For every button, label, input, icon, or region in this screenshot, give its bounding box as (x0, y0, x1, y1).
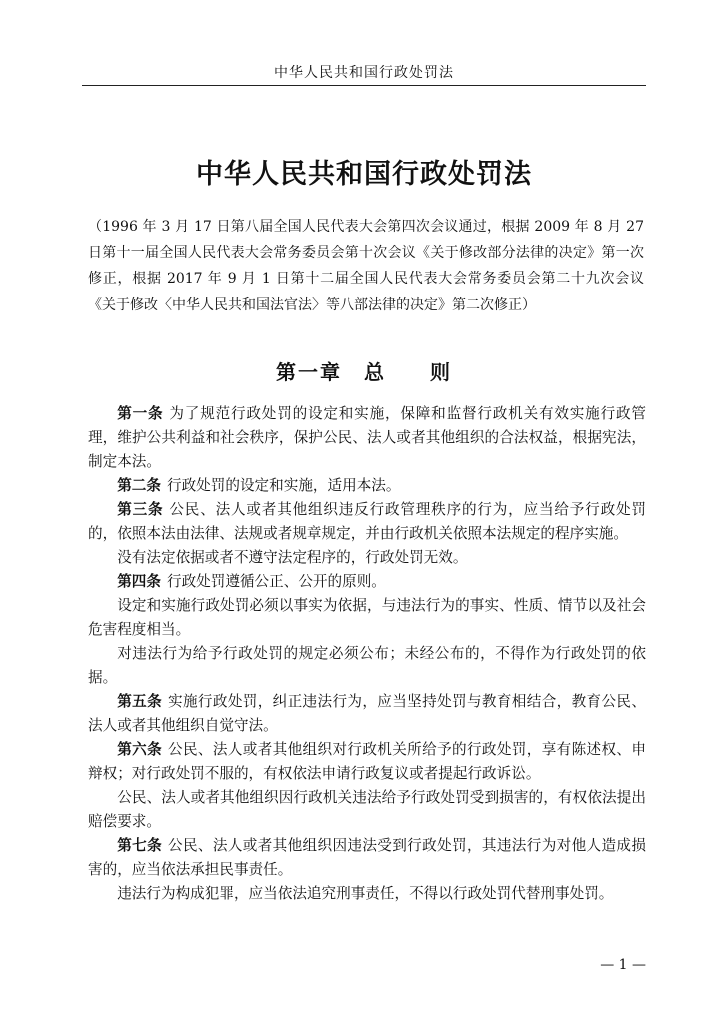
article-number: 第五条 (117, 693, 163, 710)
article-paragraph (88, 690, 646, 738)
article-paragraph (88, 546, 646, 570)
article-number: 第七条 (117, 837, 163, 854)
amendment-note: （1996 年 3 月 17 日第八届全国人民代表大会第四次会议通过，根据 2009 年 8 月 27 日第十一届全国人民代表大会常务委员会第十次会议《关于修改部分法律的决定》第一次修正，根据 2017 年 9 月 1 日第十二届全国人民代表大会常务委员会第二十九次会议《关于修改〈中华人民共和国法官法〉等八部法律的决定》第二次修正） (88, 219, 644, 313)
paragraph-text: 公民、法人或者其他组织因行政机关违法给予行政处罚受到损害的，有权依法提出赔偿要求。 (88, 789, 646, 830)
paragraph-text: 对违法行为给予行政处罚的规定必须公布；未经公布的，不得作为行政处罚的依据。 (88, 645, 646, 686)
paragraph-text: 行政处罚的设定和实施，适用本法。 (166, 477, 401, 494)
article-number: 第三条 (117, 501, 164, 518)
article-paragraph (88, 642, 646, 690)
paragraph-text: 违法行为构成犯罪，应当依法追究刑事责任，不得以行政处罚代替刑事处罚。 (117, 885, 614, 902)
document-title: 中华人民共和国行政处罚法 (196, 159, 532, 190)
article-paragraph (88, 594, 646, 642)
article-paragraph (88, 834, 646, 882)
paragraph-text: 实施行政处罚，纠正违法行为，应当坚持处罚与教育相结合，教育公民、法人或者其他组织自觉守法。 (88, 693, 646, 734)
running-header: 中华人民共和国行政处罚法 (274, 65, 454, 81)
article-paragraph (88, 570, 646, 594)
article-paragraph (88, 402, 646, 474)
article-paragraph (88, 786, 646, 834)
article-number: 第六条 (117, 741, 163, 758)
article-paragraph (88, 882, 646, 906)
page-number: — 1 — (600, 957, 646, 973)
paragraph-text: 公民、法人或者其他组织因违法受到行政处罚，其违法行为对他人造成损害的，应当依法承担民事责任。 (88, 837, 646, 878)
header-rule (82, 85, 646, 86)
paragraph-text: 为了规范行政处罚的设定和实施，保障和监督行政机关有效实施行政管理，维护公共利益和社会秩序，保护公民、法人或者其他组织的合法权益，根据宪法，制定本法。 (88, 405, 646, 470)
chapter-heading: 第一章 总 则 (276, 360, 452, 384)
paragraph-text: 公民、法人或者其他组织对行政机关所给予的行政处罚，享有陈述权、申辩权；对行政处罚不服的，有权依法申请行政复议或者提起行政诉讼。 (88, 741, 646, 782)
paragraph-text: 行政处罚遵循公正、公开的原则。 (166, 573, 386, 590)
paragraph-text: 没有法定依据或者不遵守法定程序的，行政处罚无效。 (117, 549, 468, 566)
article-paragraph (88, 474, 646, 498)
article-number: 第二条 (117, 477, 161, 494)
article-paragraph (88, 498, 646, 546)
article-number: 第四条 (117, 573, 161, 590)
paragraph-text: 设定和实施行政处罚必须以事实为依据，与违法行为的事实、性质、情节以及社会危害程度相当。 (88, 597, 646, 638)
document-body (88, 402, 646, 906)
article-number: 第一条 (117, 405, 164, 422)
paragraph-text: 公民、法人或者其他组织违反行政管理秩序的行为，应当给予行政处罚的，依照本法由法律、法规或者规章规定，并由行政机关依照本法规定的程序实施。 (88, 501, 646, 542)
article-paragraph (88, 738, 646, 786)
